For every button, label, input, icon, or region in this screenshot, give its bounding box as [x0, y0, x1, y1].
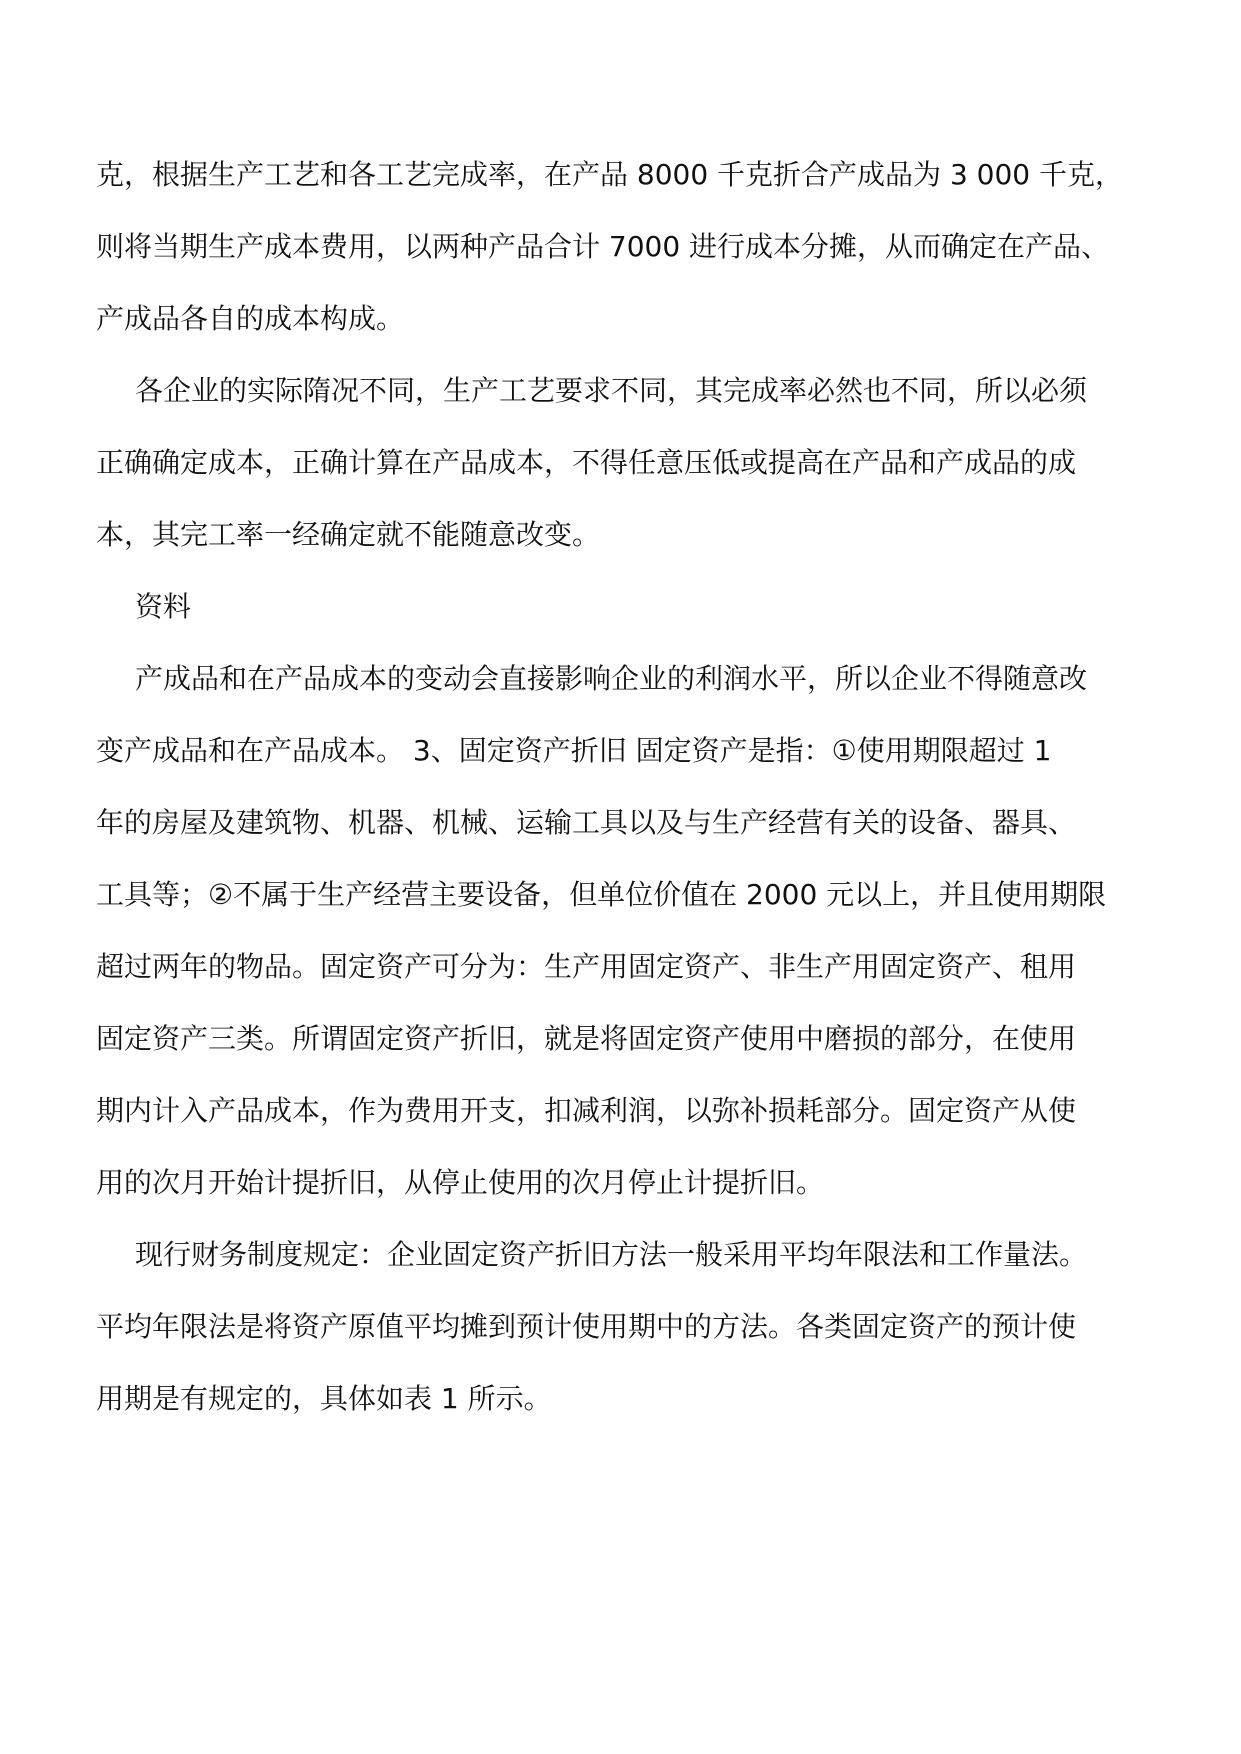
paragraph-1-line-3: 产成品各自的成本构成。 — [96, 302, 405, 335]
paragraph-5-line-2: 平均年限法是将资产原值平均摊到预计使用期中的方法。各类固定资产的预计使 — [96, 1310, 1077, 1343]
paragraph-1-line-1: 克，根据生产工艺和各工艺完成率，在产品 8000 千克折合产成品为 3 000 千克， — [96, 158, 1124, 191]
paragraph-5-line-1: 现行财务制度规定：企业固定资产折旧方法一般采用平均年限法和工作量法。 — [135, 1238, 1088, 1271]
paragraph-4-line-2: 变产成品和在产品成本。 3、固定资产折旧 固定资产是指：①使用期限超过 1 — [96, 734, 1052, 767]
paragraph-4-line-5: 超过两年的物品。固定资产可分为：生产用固定资产、非生产用固定资产、租用 — [96, 950, 1077, 983]
paragraph-5-line-3: 用期是有规定的，具体如表 1 所示。 — [96, 1382, 552, 1415]
paragraph-4-line-6: 固定资产三类。所谓固定资产折旧，就是将固定资产使用中磨损的部分，在使用 — [96, 1022, 1077, 1055]
section-heading-materials: 资料 — [135, 590, 192, 623]
paragraph-4-line-7: 期内计入产品成本，作为费用开支，扣减利润，以弥补损耗部分。固定资产从使 — [96, 1094, 1077, 1127]
paragraph-4-line-8: 用的次月开始计提折旧，从停止使用的次月停止计提折旧。 — [96, 1166, 825, 1199]
paragraph-4-line-3: 年的房屋及建筑物、机器、机械、运输工具以及与生产经营有关的设备、器具、 — [96, 806, 1077, 839]
paragraph-2-line-1: 各企业的实际隋况不同，生产工艺要求不同，其完成率必然也不同，所以必须 — [135, 374, 1088, 407]
paragraph-2-line-3: 本，其完工率一经确定就不能随意改变。 — [96, 518, 601, 551]
paragraph-4-line-1: 产成品和在产品成本的变动会直接影响企业的利润水平，所以企业不得随意改 — [135, 662, 1088, 695]
paragraph-2-line-2: 正确确定成本，正确计算在产品成本，不得任意压低或提高在产品和产成品的成 — [96, 446, 1077, 479]
paragraph-1-line-2: 则将当期生产成本费用，以两种产品合计 7000 进行成本分摊，从而确定在产品、 — [96, 230, 1110, 263]
paragraph-4-line-4: 工具等；②不属于生产经营主要设备，但单位价值在 2000 元以上，并且使用期限 — [96, 878, 1107, 911]
